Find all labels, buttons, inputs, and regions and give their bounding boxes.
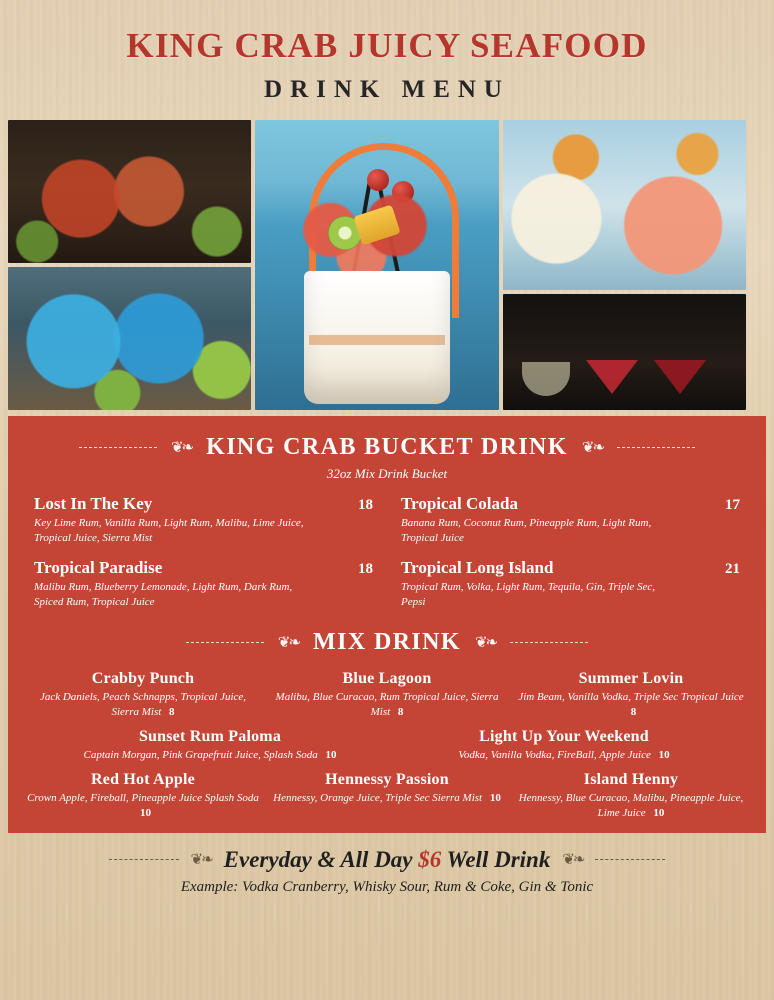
item-name: Tropical Colada bbox=[401, 494, 518, 513]
list-item bbox=[270, 771, 504, 821]
item-description-text: Crown Apple, Fireball, Pineapple Juice Splash Soda bbox=[27, 791, 259, 804]
item-price: 10 bbox=[653, 806, 665, 819]
item-description bbox=[402, 748, 726, 763]
collage-left-column bbox=[8, 120, 251, 410]
bucket-section-header bbox=[8, 434, 766, 461]
item-name: Crabby Punch bbox=[91, 670, 195, 688]
item-header bbox=[34, 558, 373, 578]
item-price: 18 bbox=[358, 560, 373, 577]
item-description: Tropical Rum, Volka, Light Rum, Tequila, Gin, Triple Sec, Pepsi bbox=[401, 580, 656, 608]
item-price: 18 bbox=[358, 497, 373, 513]
list-item bbox=[401, 558, 740, 610]
item-name: Summer Lovin bbox=[578, 670, 684, 688]
item-header bbox=[401, 558, 740, 578]
item-name: Blue Lagoon bbox=[342, 670, 432, 688]
page-subtitle: DRINK MENU bbox=[264, 76, 510, 103]
mix-row-1 bbox=[26, 670, 748, 720]
item-header bbox=[34, 494, 373, 514]
item-description: Key Lime Rum, Vanilla Rum, Light Rum, Malibu, Lime Juice, Tropical Juice, Sierra Mist bbox=[34, 517, 304, 544]
ornament-icon: ❦❧ bbox=[562, 852, 584, 869]
list-item bbox=[34, 494, 373, 546]
divider-right bbox=[510, 638, 588, 648]
item-name: Tropical Paradise bbox=[34, 557, 163, 577]
coupe-glass-icon bbox=[522, 362, 570, 396]
item-name: Lost In The Key bbox=[34, 494, 153, 513]
bucket-section-subtitle: 32oz Mix Drink Bucket bbox=[326, 466, 448, 481]
mix-row-3 bbox=[26, 771, 748, 821]
ornament-icon: ❦❧ bbox=[190, 852, 212, 869]
item-price: 10 bbox=[658, 749, 670, 762]
item-description-text: Jack Daniels, Peach Schnapps, Tropical Juice, Sierra Mist bbox=[39, 691, 247, 719]
bucket-stripe-shape bbox=[309, 335, 446, 345]
bucket-drink-photo bbox=[255, 120, 499, 410]
drink-menu-panel bbox=[8, 416, 766, 833]
footer-title bbox=[224, 847, 551, 873]
ornament-icon: ❦❧ bbox=[170, 440, 193, 456]
item-description: Banana Rum, Coconut Rum, Pineapple Rum, Light Rum, Tropical Juice bbox=[401, 517, 652, 544]
collage-middle-column bbox=[255, 120, 499, 410]
divider-right bbox=[617, 443, 695, 453]
list-item bbox=[402, 728, 726, 763]
item-description bbox=[26, 791, 260, 821]
list-item bbox=[514, 771, 748, 821]
item-price: 21 bbox=[725, 560, 740, 577]
item-description bbox=[26, 690, 260, 720]
item-description-text: Hennessy, Blue Curacao, Malibu, Pineapple Juice, Lime Juice bbox=[518, 791, 744, 819]
mojito-cocktails-photo bbox=[8, 120, 251, 263]
item-header bbox=[401, 494, 740, 514]
item-price: 8 bbox=[630, 706, 637, 719]
item-description-text: Jim Beam, Vanilla Vodka, Triple Sec Tropical Juice bbox=[518, 691, 744, 704]
footer-title-line bbox=[8, 847, 766, 873]
menu-footer bbox=[8, 847, 766, 896]
item-price: 10 bbox=[140, 806, 151, 819]
ornament-icon: ❦❧ bbox=[474, 635, 497, 652]
item-name: Light Up Your Weekend bbox=[479, 728, 649, 746]
footer-example-text: Example: Vodka Cranberry, Whisky Sour, Rum & Coke, Gin & Tonic bbox=[180, 878, 594, 895]
footer-price: $6 bbox=[418, 846, 442, 872]
martini-glass-icon bbox=[654, 360, 706, 394]
item-price: 17 bbox=[725, 497, 740, 513]
item-name: Hennessy Passion bbox=[325, 770, 449, 788]
bucket-items-grid bbox=[8, 486, 766, 615]
mix-section-title: MIX DRINK bbox=[313, 629, 461, 656]
mix-row-2 bbox=[26, 728, 748, 763]
item-name: Sunset Rum Paloma bbox=[138, 728, 282, 746]
divider-right bbox=[595, 855, 665, 865]
item-description-text: Malibu, Blue Curacao, Rum Tropical Juice, Sierra Mist bbox=[275, 691, 499, 719]
photo-collage bbox=[8, 120, 766, 410]
bucket-section-title: KING CRAB BUCKET DRINK bbox=[206, 434, 568, 460]
item-description bbox=[48, 748, 372, 763]
mix-section-header bbox=[8, 629, 766, 656]
menu-header bbox=[0, 0, 774, 104]
item-description-text: Vodka, Vanilla Vodka, FireBall, Apple Juice bbox=[458, 749, 651, 762]
footer-title-before: Everyday & All Day bbox=[223, 846, 413, 872]
item-description-text: Hennessy, Orange Juice, Triple Sec Sierra Mist bbox=[273, 791, 483, 804]
item-price: 8 bbox=[397, 706, 404, 719]
list-item bbox=[270, 670, 504, 720]
divider-left bbox=[79, 443, 157, 453]
item-description: Malibu Rum, Blueberry Lemonade, Light Rum, Dark Rum, Spiced Rum, Tropical Juice bbox=[34, 580, 293, 608]
item-price: 8 bbox=[169, 706, 175, 719]
margarita-cocktails-photo bbox=[503, 120, 746, 290]
martini-bar-photo bbox=[503, 294, 746, 410]
list-item bbox=[48, 728, 372, 763]
item-price: 10 bbox=[325, 749, 337, 762]
item-description-text: Captain Morgan, Pink Grapefruit Juice, Splash Soda bbox=[83, 749, 318, 762]
collage-right-column bbox=[503, 120, 746, 410]
list-item bbox=[401, 494, 740, 546]
list-item bbox=[34, 558, 373, 610]
item-description bbox=[514, 791, 748, 821]
item-description bbox=[270, 791, 504, 806]
page-title: KING CRAB JUICY SEAFOOD bbox=[126, 26, 648, 65]
list-item bbox=[514, 670, 748, 720]
ornament-icon: ❦❧ bbox=[277, 635, 300, 652]
item-price: 10 bbox=[489, 791, 501, 804]
item-name: Red Hot Apple bbox=[91, 770, 195, 788]
martini-glass-icon bbox=[586, 360, 638, 394]
list-item bbox=[26, 771, 260, 821]
blue-lagoon-cocktails-photo bbox=[8, 267, 251, 410]
footer-title-after: Well Drink bbox=[446, 846, 551, 872]
list-item bbox=[26, 670, 260, 720]
divider-left bbox=[109, 855, 179, 865]
item-description bbox=[270, 690, 504, 720]
divider-left bbox=[186, 638, 264, 648]
mix-items-wrapper bbox=[8, 656, 766, 822]
ornament-icon: ❦❧ bbox=[581, 440, 604, 456]
item-description bbox=[514, 690, 748, 720]
item-name: Tropical Long Island bbox=[401, 557, 554, 577]
item-name: Island Henny bbox=[583, 770, 679, 788]
